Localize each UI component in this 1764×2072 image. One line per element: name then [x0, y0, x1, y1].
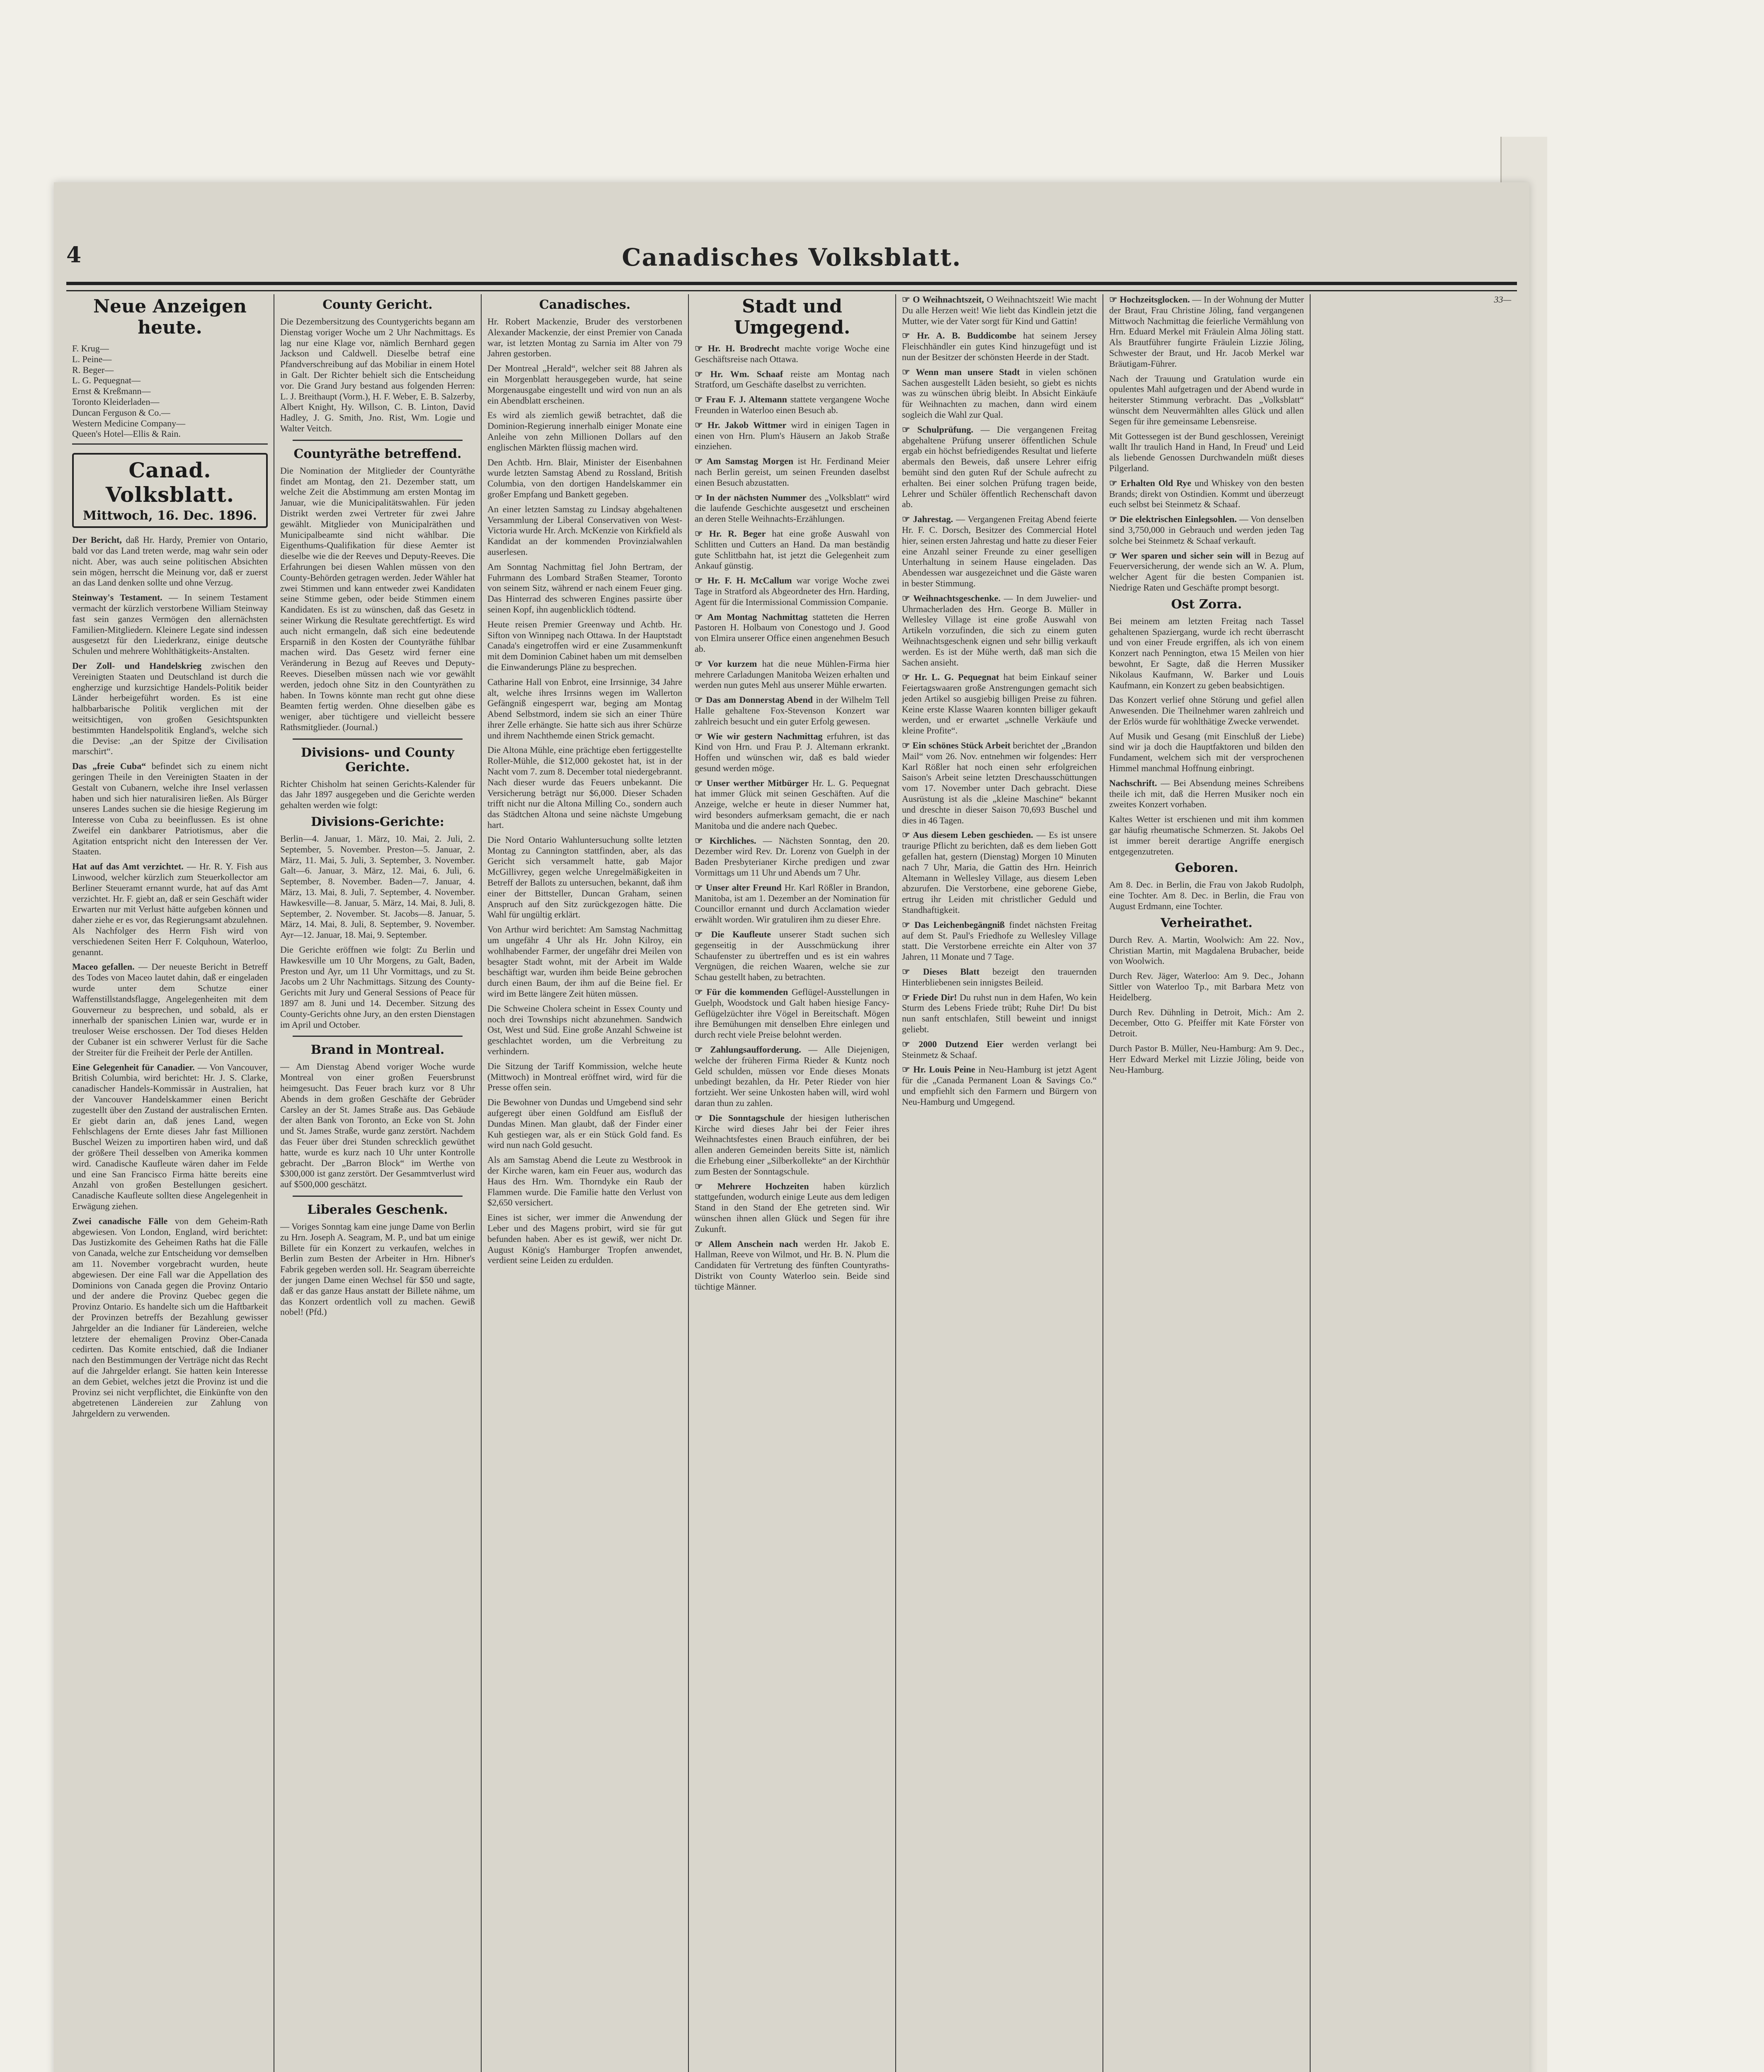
article-paragraph [487, 835, 682, 920]
article-text: Der Montreal „Herald“, welcher seit 88 Jahren als ein Morgenblatt herausgegeben wurde, hat seine Morgenausgabe eingestellt und wird von nun an als ein Abendblatt erscheinen. [487, 363, 682, 406]
divider-rule [293, 1036, 463, 1037]
bottom-number: 33— [1494, 294, 1511, 305]
article-paragraph [902, 424, 1097, 510]
article-kicker: ☞ Hr. R. Beger [695, 528, 766, 539]
article-kicker: ☞ Schulprüfung. [902, 424, 974, 435]
article-kicker: ☞ Die Sonntagschule [695, 1112, 785, 1123]
article-text: Als am Samstag Abend die Leute zu Westbrook in der Kirche waren, kam ein Feuer aus, wodurch das Haus des Hrn. Wm. Thorndyke ein Raub der Flammen wurde. Die Familie hatte den Verlust von $2,650 versichert. [487, 1155, 682, 1208]
article-text: werden verlangt bei Steinmetz & Schaaf. [902, 1038, 1097, 1060]
column-5 [895, 294, 1102, 2072]
article-kicker: ☞ Jahrestag. [902, 514, 953, 525]
article-paragraph [487, 457, 682, 500]
column-4 [688, 294, 895, 2072]
article-text: — In seinem Testament vermacht der kürzlich verstorbene William Steinway fast sein ganzes Vermögen den allernächsten Familien-Mitgliedern. Kleinere Legate sind indessen ausgesetzt für den Liederkranz, einige deutsche Schulen und mehrere Wohlthätigkeits-Anstalten. [72, 592, 268, 656]
article-text: Durch Rev. Dühnling in Detroit, Mich.: Am 2. December, Otto G. Pfeiffer mit Kate Förster von Detroit. [1109, 1007, 1304, 1039]
section-heading: Neue Anzeigen heute. [93, 296, 247, 338]
article-paragraph [280, 833, 475, 940]
article-paragraph [902, 1039, 1097, 1060]
article-paragraph [695, 369, 889, 390]
article-paragraph [695, 882, 889, 925]
article-kicker: Maceo gefallen. [72, 961, 135, 972]
columns [66, 294, 1517, 2072]
section-heading: Ost Zorra. [1171, 597, 1242, 612]
column-3 [481, 294, 688, 2072]
article-text: bezeigt den trauernden Hinterbliebenen sein innigstes Beileid. [902, 966, 1097, 988]
section-heading: Canadisches. [539, 298, 631, 312]
article-text: wird in einigen Tagen in einen von Hrn. Plum's Häusern an Jakob Straße einziehen. [695, 419, 890, 452]
article-kicker: ☞ Mehrere Hochzeiten [695, 1181, 809, 1191]
article-kicker: ☞ Wie wir gestern Nachmittag [695, 731, 823, 741]
article-kicker: ☞ Unser alter Freund [695, 882, 782, 893]
ad-list-item: Duncan Ferguson & Co.— [72, 407, 170, 418]
article-text: Heute reisen Premier Greenway und Achtb. Hr. Sifton von Winnipeg nach Ottawa. In der Hauptstadt Canada's eingetroffen wird er eine Zusammenkunft mit dem Dominion Cabinet haben um mit demselben die Einwanderungs Pläne zu besprechen. [487, 619, 682, 672]
article-kicker: Eine Gelegenheit für Canadier. [72, 1062, 195, 1072]
article-text: war vorige Woche zwei Tage in Stratford als Abgeordneter des Hrn. Harding, Agent für die Intermissional Commission Companie. [695, 575, 889, 607]
column-1 [66, 294, 274, 2072]
article-paragraph [902, 740, 1097, 825]
article-paragraph [695, 929, 889, 983]
article-text: Am 8. Dec. in Berlin, die Frau von Jakob Rudolph, eine Tochter. Am 8. Dec. in Berlin, die Frau von August Erdmann, eine Tochter. [1109, 879, 1304, 912]
section-heading: County Gericht. [322, 298, 433, 312]
article-paragraph [695, 456, 889, 488]
article-paragraph [487, 1061, 682, 1093]
article-kicker: Der Zoll- und Handelskrieg [72, 660, 202, 671]
article-paragraph [902, 367, 1097, 420]
article-paragraph [72, 761, 268, 857]
article-text: Auf Musik und Gesang (mit Einschluß der Liebe) sind wir ja doch die Hauptfaktoren und bilden den Fundament, welchem sich mit der versprochenen Himmel manchmal Hoffnung einbringt. [1109, 731, 1304, 774]
article-kicker: Das „freie Cuba“ [72, 761, 146, 772]
ad-list-item: L. Peine— [72, 353, 112, 364]
article-kicker: ☞ Für die kommenden [695, 987, 788, 997]
article-paragraph [487, 924, 682, 999]
article-text: Hr. Robert Mackenzie, Bruder des verstorbenen Alexander Mackenzie, der einst Premier von Canada war, ist letzten Montag zu Sarnia im Alter von 79 Jahren gestorben. [487, 316, 682, 359]
article-text: — In der Wohnung der Mutter der Braut, Frau Christine Jöling, fand vergangenen Mittwoch Nachmittag die feierliche Vermählung von Hrn. Eduard Merkel mit Fräulein Alma Jöling statt. Als Brautführer fungirte Fräulein Lizzie Jöling, Schwester der Braut, und Hr. Jacob Merkel war Bräutigam-Führer. [1109, 294, 1304, 369]
article-paragraph [695, 394, 889, 416]
article-paragraph [487, 363, 682, 406]
article-paragraph [1109, 431, 1304, 474]
article-text: — Der neueste Bericht in Betreff des Todes von Maceo lautet dahin, daß er eingeladen wurde unter dem Schutze einer Waffenstillstandsflagge, Angelegenheiten mit dem Gouverneur zu besprechen, und sobald, als er innerhalb der spanischen Linien war, wurde er in treuloser Weise erschossen. Der Tod dieses Helden der Cubaner ist ein schwerer Verlust für die Sache der Streiter für die Freiheit der Perle der Antillen. [72, 961, 268, 1058]
article-kicker: ☞ Friede Dir! [902, 992, 957, 1002]
article-paragraph [695, 575, 889, 607]
article-text: Die Schweine Cholera scheint in Essex County und noch drei Townships nicht abzunehmen. Sandwich Ost, West und Süd. Eine große Anzahl Schweine ist geschlachtet worden, um die Verbreitung zu verhindern. [487, 1003, 682, 1056]
article-paragraph [902, 672, 1097, 736]
article-text: reiste am Montag nach Stratford, um Geschäfte daselbst zu verrichten. [695, 368, 889, 390]
article-kicker: ☞ Dieses Blatt [902, 966, 980, 977]
issue-date: Mittwoch, 16. Dec. 1896. [83, 508, 257, 523]
article-paragraph [1109, 778, 1304, 810]
article-paragraph [902, 1064, 1097, 1107]
article-paragraph [902, 593, 1097, 668]
article-text: unserer Stadt suchen sich gegenseitig in der Ausschmückung ihrer Schaufenster zu übertreffen und es ist ein wahres Vergnügen, die reichen Waaren, welche sie zur Schau gestellt haben, zu betrachten. [695, 929, 889, 983]
article-text: Am Sonntag Nachmittag fiel John Bertram, der Fuhrmann des Lombard Straßen Steamer, Toronto von seinem Sitz, während er nach einem Feuer ging. Das Hinterrad des schweren Engines passirte über seinen Kopf, ihn augenblicklich tödtend. [487, 561, 682, 615]
article-text: — Am Dienstag Abend voriger Woche wurde Montreal von einer großen Feuersbrunst heimgesucht. Das Feuer brach kurz vor 8 Uhr Abends in dem großen Geschäfte der Gebrüder Carsley an der St. James Straße aus. Das Gebäude der alten Bank von Toronto, an Ecke von St. John und St. James Straße, wurde ganz zerstört. Nachdem das Feuer über drei Stunden schrecklich gewüthet hatte, wurde es kurz nach 10 Uhr unter Kontrolle gebracht. Der „Barron Block“ im Werthe von $300,000 ist ganz zerstört. Der Gesammtverlust wird auf $500,000 geschätzt. [280, 1061, 475, 1190]
article-text: von dem Geheim-Rath abgewiesen. Von London, England, wird berichtet: Das Justizkomite des Geheimen Raths hat die Fälle von Canada, welche zur Entscheidung vor demselben am 11. November vorgebracht wurden, heute abgewiesen. Der eine Fall war die Appellation des Dominions von Canada gegen die Provinz Ontario und der andere die Provinz Quebec gegen die Provinz Ontario. Es handelte sich um die Haftbarkeit der Provinzen betreffs der Bezahlung gewisser Jahrgelder an die Indianer für Ländereien, welche letztere der ehemaligen Provinz Ober-Canada cedirten. Das Komite entschied, daß die Indianer nach den Bestimmungen der Verträge nicht das Recht auf die Jahrgelder erlangt. Sie hatten kein Interesse an dem Gebiet, welches jetzt die Provinz ist und die Provinz sei nicht verpflichtet, die Einkünfte von den abgetretenen Ländereien zur Zahlung von Jahrgeldern zu verwenden. [72, 1215, 268, 1419]
masthead-rule [66, 282, 1517, 291]
article-paragraph [695, 1181, 889, 1234]
article-paragraph [902, 920, 1097, 962]
article-text: — Von denselben sind 3,750,000 in Gebrauch und werden jeden Tag solche bei Steinmetz & Schaaf verkauft. [1109, 514, 1304, 546]
article-kicker: ☞ Frau F. J. Altemann [695, 394, 787, 405]
article-paragraph [902, 294, 1097, 326]
article-text: in Neu-Hamburg ist jetzt Agent für die „Canada Permanent Loan & Savings Co.“ und empfiehlt sich den Farmern und Bürgern von Neu-Hamburg und Umgegend. [902, 1064, 1097, 1107]
article-paragraph [487, 677, 682, 741]
article-paragraph [902, 830, 1097, 915]
article-paragraph [487, 1097, 682, 1150]
article-paragraph [695, 612, 889, 654]
article-paragraph [280, 1061, 475, 1190]
article-kicker: ☞ O Weihnachtszeit, [902, 294, 984, 305]
column-7 [1310, 294, 1517, 2072]
article-text: Hr. Karl Rößler in Brandon, Manitoba, ist am 1. Dezember an der Nomination für Councillor ernannt und durch Acclamation wieder erwählt worden. Wir gratuliren ihm zu dieser Ehre. [695, 882, 889, 925]
article-text: Die Bewohner von Dundas und Umgebend sind sehr aufgeregt über einen Goldfund am Eisfluß der Dundas Minen. Man glaubt, daß der Finder einer Kuh gestiegen war, als er ein Stück Gold fand. Es wird nun nach Gold gesucht. [487, 1097, 682, 1150]
article-text: — Die vergangenen Freitag abgehaltene Prüfung unserer öffentlichen Schule ergab ein höchst befriedigendes Resultat und lieferte abermals den Beweis, daß unsere Lehrer eifrig bemüht sind den guten Ruf der Schule aufrecht zu erhalten. Bei einer solchen Prüfung tragen beide, Lehrer und Schüler öffentlich Rechenschaft davon ab. [902, 424, 1097, 510]
article-text: findet nächsten Freitag auf dem St. Paul's Friedhofe zu Wellesley Village statt. Die Verstorbene erreichte ein Alter von 37 Jahren, 11 Monate und 7 Tage. [902, 919, 1097, 962]
divider-rule [293, 738, 463, 740]
article-text: — Es ist unsere traurige Pflicht zu berichten, daß es dem lieben Gott gefallen hat, gestern (Dienstag) Morgen 10 Minuten nach 7 Uhr, Maria, die Gattin des Hrn. Heinrich Altemann in Wellesley Village, aus diesem Leben abzurufen. Die Verstorbene, eine geborene Giebe, ertrug ihr Leiden mit christlicher Geduld und Standhaftigkeit. [902, 830, 1097, 915]
article-kicker: ☞ Allem Anschein nach [695, 1238, 798, 1249]
article-kicker: Steinway's Testament. [72, 592, 162, 603]
ad-list-item: R. Beger— [72, 364, 114, 375]
article-text: Geflügel-Ausstellungen in Guelph, Woodstock und Galt haben hiesige Fancy-Geflügelzüchter ihre Vögel in Bereitschaft. Mögen ihre Bemühungen mit denselben Ehre einlegen und durch recht viele Preise belohnt werden. [695, 987, 890, 1040]
article-text: hat beim Einkauf seiner Feiertagswaaren große Anstrengungen gemacht sich jeden Artikel so ausgiebig billigen Preise zu führen. Keine erste Klasse Waaren konnten billiger gekauft werden, und er erwartet „schnelle Verkäufe und kleine Profite“. [902, 672, 1097, 736]
article-paragraph [1109, 294, 1304, 369]
article-text: — Bei Absendung meines Schreibens theile ich mit, daß die Herren Musiker noch ein zweites Konzert vorhaben. [1109, 777, 1304, 810]
article-paragraph [487, 316, 682, 359]
article-kicker: ☞ Weihnachtsgeschenke. [902, 593, 1001, 603]
ad-list-item: Western Medicine Company— [72, 418, 186, 428]
article-text: Die Dezembersitzung des Countygerichts begann am Dienstag voriger Woche um 2 Uhr Nachmittags. Es lag nur eine Klage vor, nämlich Bernhard gegen Jackson und Caldwell. Dieselbe betraf eine Pfandverschreibung auf das Mobiliar in einem Hotel in Galt. Der Richter behielt sich die Entscheidung vor. Die Grand Jury bestand aus folgenden Herren: L. J. Breithaupt (Vorm.), H. F. Weber, E. B. Salzerby, Albert Knight, Hy. Willson, C. B. Linton, David Hadley, J. G. Smith, Jno. Rist, Wm. Logie und Walter Veitch. [280, 316, 475, 433]
article-text: machte vorige Woche eine Geschäftsreise nach Ottawa. [695, 343, 890, 364]
article-text: statteten die Herren Pastoren H. Holbaum von Conestogo und J. Good von Elmira unserer Office einen angenehmen Besuch ab. [695, 611, 890, 654]
article-kicker: ☞ Hr. Jakob Wittmer [695, 419, 787, 430]
article-paragraph [695, 1044, 889, 1109]
article-text: in Bezug auf Feuerversicherung, der wende sich an W. A. Plum, welcher Agent für die besten Companien ist. Niedrige Raten und Geschäfte prompt besorgt. [1109, 550, 1304, 593]
article-paragraph [72, 661, 268, 757]
article-paragraph [695, 778, 889, 831]
article-paragraph [487, 410, 682, 453]
article-paragraph [1109, 514, 1304, 546]
article-kicker: ☞ Wer sparen und sicher sein will [1109, 550, 1250, 561]
article-paragraph [695, 343, 889, 365]
article-text: An einer letzten Samstag zu Lindsay abgehaltenen Versammlung der Liberal Conservativen von West-Victoria wurde Hr. Arch. McKenzie von Kirkfield als Kandidat an der kommenden Provinzialwahlen auserlesen. [487, 503, 682, 557]
article-kicker: ☞ Hr. H. Brodrecht [695, 343, 780, 353]
ad-list-item: L. G. Pequegnat— [72, 375, 141, 386]
article-paragraph [487, 1212, 682, 1266]
article-paragraph [487, 562, 682, 615]
article-paragraph [695, 987, 889, 1040]
article-paragraph [902, 514, 1097, 589]
article-text: Hr. L. G. Pequegnat hat immer Glück mit seinen Geschäften. Auf die Anzeige, welche er heute in dieser Nummer hat, wird besonders aufmerksam gemacht, die er nach Manitoba und die andere nach Quebec. [695, 777, 889, 831]
article-text: — Voriges Sonntag kam eine junge Dame von Berlin zu Hrn. Joseph A. Seagram, M. P., und bat um einige Billete für ein Konzert zu verkaufen, welches in Berlin zum Besten der Arbeiter in Hrn. Hibner's Fabrik gegeben werden soll. Hr. Seagram überreichte der jungen Dame einen Wechsel für $50 und sagte, daß er das ganze Haus anstatt der Billete nähme, um das Konzert ordentlich voll zu machen. Gewiß nobel! (Pfd.) [280, 1221, 475, 1317]
newspaper-page [54, 182, 1529, 2072]
article-text: O Weihnachtszeit! Wie macht Du alle Herzen weit! Wie liebt das Kindlein jetzt die Mutter, wie der Vater sorgt für Kind und Gattin! [902, 294, 1097, 326]
article-text: Es wird als ziemlich gewiß betrachtet, daß die Dominion-Regierung innerhalb einiger Monate eine Anleihe von zehn Millionen Dollars auf den englischen Märkten flüssig machen wird. [487, 410, 682, 453]
article-text: — Nächsten Sonntag, den 20. Dezember wird Rev. Dr. Lorenz von Guelph in der Baden Presbyterianer Kirche predigen und zwar Vormittags um 11 Uhr und Abends um 7 Uhr. [695, 835, 889, 878]
article-text: Bei meinem am letzten Freitag nach Tassel gehaltenen Spaziergang, wurde ich recht überrascht und von einer Freude ergriffen, als ich von einem Konzert nach Pennington, etwa 15 Meilen von hier bewohnt, Er Sagte, daß die Herren Mussiker Nikolaus Kaufmann, W. Barker und Louis Kaufmann, ein Konzert zu geben beabsichtigen. [1109, 615, 1304, 690]
article-text: Durch Rev. Jäger, Waterloo: Am 9. Dec., Johann Sittler von Waterloo Tp., mit Barbara Metz von Heidelberg. [1109, 971, 1304, 1002]
article-text: Durch Pastor B. Müller, Neu-Hamburg: Am 9. Dec., Herr Edward Merkel mit Lizzie Jöling, beide von Neu-Hamburg. [1109, 1043, 1304, 1075]
article-kicker: Nachschrift. [1109, 777, 1157, 788]
article-paragraph [280, 1221, 475, 1317]
article-text: Durch Rev. A. Martin, Woolwich: Am 22. Nov., Christian Martin, mit Magdalena Brubacher, beide von Woolwich. [1109, 934, 1304, 966]
article-kicker: ☞ Die Kaufleute [695, 929, 771, 940]
article-paragraph [1109, 971, 1304, 1002]
article-paragraph [72, 1216, 268, 1419]
article-kicker: ☞ Am Samstag Morgen [695, 456, 794, 467]
article-paragraph [72, 592, 268, 656]
article-paragraph [695, 1239, 889, 1292]
article-text: Eines ist sicher, wer immer die Anwendung der Leber und des Magens probirt, wird sie für gut befunden haben. Aber es ist gewiß, wer nicht Dr. August König's Hamburger Tropfen anwendet, verdient seine Leiden zu erdulden. [487, 1212, 682, 1266]
article-kicker: Hat auf das Amt verzichtet. [72, 861, 184, 872]
ad-list-item: Toronto Kleiderladen— [72, 396, 160, 407]
article-text: erfuhren, ist das Kind von Hrn. und Frau P. J. Altemann erkrankt. Hoffen und wünschen wir, daß es bald wieder gesund werden möge. [695, 731, 889, 773]
page-number: 4 [66, 242, 82, 268]
article-paragraph [902, 992, 1097, 1035]
article-text: Von Arthur wird berichtet: Am Samstag Nachmittag um ungefähr 4 Uhr als Hr. John Kilroy, ein wohlhabender Farmer, der ungefähr drei Meilen von besagter Stadt wohnt, mit der Arbeit im Walde beschäftigt war, wurden ihm beide Beine gebrochen durch einen Baum, der ihm auf die Beine fiel. Er wird im Bette längere Zeit hüten müssen. [487, 924, 682, 999]
article-text: in vielen schönen Sachen ausgestellt Läden besieht, so giebt es nichts was zu wünschen übrig bleibt. In Absicht Einkäufe für Weihnachten zu machen, dann wird einem sogleich die Wahl zur Qual. [902, 366, 1097, 420]
article-text: — Alle Diejenigen, welche der früheren Firma Rieder & Kuntz noch Geld schulden, müssen vor Ende dieses Monats unbedingt bezahlen, da Hr. Peter Rieder von hier fortzieht. Wer seine Unkosten haben will, wird wohl daran thun zu zahlen. [695, 1044, 890, 1108]
article-kicker: ☞ Das am Donnerstag Abend [695, 695, 813, 705]
article-paragraph [280, 465, 475, 733]
article-text: haben kürzlich stattgefunden, wodurch einige Leute aus dem ledigen Stand in den Stand der Ehe getreten sind. Wir wünschen ihnen allen Glück und Segen für ihre Zukunft. [695, 1181, 889, 1234]
article-kicker: ☞ 2000 Dutzend Eier [902, 1038, 1003, 1049]
article-paragraph [695, 695, 889, 726]
divider-rule [293, 440, 463, 441]
column-2 [274, 294, 481, 2072]
article-text: Das Konzert verlief ohne Störung und gefiel allen Anwesenden. Die Theilnehmer waren zahlreich und der Erlös wurde für wohlthätige Zwecke verwendet. [1109, 695, 1304, 726]
article-paragraph [695, 1113, 889, 1177]
article-text: stattete vergangene Woche Freunden in Waterloo einen Besuch ab. [695, 394, 889, 415]
article-paragraph [280, 316, 475, 434]
article-text: — Vergangenen Freitag Abend feierte Hr. F. C. Dorsch, Besitzer des Commercial Hotel hier, seinen ersten Jahrestag und hatte zu dieser Feier eine Anzahl seiner Freunde zu einer geselligen Unterhaltung in seinem Hause eingeladen. Das Abendessen war ausgezeichnet und die Gäste waren in bester Stimmung. [902, 514, 1097, 588]
article-paragraph [695, 420, 889, 452]
article-paragraph [487, 619, 682, 673]
article-kicker: Der Bericht, [72, 535, 122, 545]
article-paragraph [280, 944, 475, 1030]
article-paragraph [1109, 814, 1304, 857]
article-kicker: ☞ In der nächsten Nummer [695, 492, 807, 503]
article-text: Die Nomination der Mitglieder der Countyräthe findet am Montag, den 21. Dezember statt, um welche Zeit die Abstimmung am ersten Montag im Januar, wie die Municipalitätswahlen. Für jeden Distrikt werden zwei Vertreter für zwei Jahre gewählt. Mitglieder von Municipalräthen und Municipalbeamte sind nicht wählbar. Die Eigenthums-Qualifikation für diese Aemter ist dieselbe wie die der Reeves und Deputy-Reeves. Die Erfahrungen bei diesen Wahlen müssen von den County-Behörden getragen werden. Jeder Wähler hat zwei Stimmen und kann entweder zwei Kandidaten seine Stimme geben, oder beide Stimmen einem Kandidaten. Es ist zu wünschen, daß das Gesetz in seiner Wirkung die Resultate gerechtfertigt. Es wird auch nicht ermangeln, daß sich eine bedeutende Ersparniß in den Kosten der Countyräthe fühlbar machen wird. Das Gesetz wird ferner eine Veränderung in Bezug auf Reeves und Deputy-Reeves. Dieselben müssen nach wie vor gewählt werden, jedoch ohne Sitz in den Countyräthen zu haben. In Towns könnte man recht gut ohne diese Beamten fertig werden. Ohne dieselben gäbe es weniger, aber tüchtigere und vielleicht bessere Rathsmitglieder. (Journal.) [280, 465, 475, 732]
article-text: ist Hr. Ferdinand Meier nach Berlin gereist, um seinen Freunden daselbst einen Besuch abzustatten. [695, 456, 889, 488]
article-paragraph [487, 745, 682, 830]
article-text: — Von Vancouver, British Columbia, wird berichtet: Hr. J. S. Clarke, canadischer Handels-Kommissär in Australien, hat der Vancouver Handelskammer einen Bericht zugestellt über den Zustand der australischen Ernten. Er giebt darin an, daß jenes Land, wegen Fehlschlagens der Ernte dieses Jahr fast Millionen Buschel Weizen zu importiren haben wird, und daß der größere Theil desselben von Amerika kommen wird. Canadische Kaufleute wären daher im Felde und eine San Francisco Firma hätte bereits eine Anzahl von großen Bestellungen gesichert. Canadische Kaufleute sollten diese Angelegenheit in Erwägung ziehen. [72, 1062, 268, 1211]
article-paragraph [1109, 550, 1304, 593]
article-kicker: ☞ Hochzeitsglocken. [1109, 294, 1190, 305]
paper-title: Canadisches Volksblatt. [622, 243, 962, 271]
article-text: Mit Gottessegen ist der Bund geschlossen, Vereinigt wallt Ihr traulich Hand in Hand, In Freud' und Leid als liebende Genossen Durchwandeln müßt dieses Pilgerland. [1109, 431, 1304, 473]
article-kicker: ☞ Kirchliches. [695, 835, 756, 846]
article-paragraph [280, 779, 475, 811]
article-text: des „Volksblatt“ wird die laufende Geschichte ausgesetzt und erscheinen an deren Stelle Weihnachts-Erzählungen. [695, 492, 889, 524]
ad-list [72, 343, 268, 445]
article-paragraph [1109, 695, 1304, 726]
article-kicker: ☞ Hr. Wm. Schaaf [695, 368, 783, 379]
article-paragraph [1109, 616, 1304, 691]
article-text: Die Gerichte eröffnen wie folgt: Zu Berlin und Hawkesville um 10 Uhr Morgens, zu Galt, Baden, Preston und Ayr, um 11 Uhr Vormittags, und zu St. Jacobs um 2 Uhr Nachmittags. Sitzung des County-Gerichts mit Jury und General Sessions of Peace für 1897 am 8. Juni und 14. December. Sitzung des County-Gerichts ohne Jury, an den ersten Dienstagen im April und October. [280, 944, 475, 1030]
article-text: daß Hr. Hardy, Premier von Ontario, bald vor das Land treten werde, mag wahr sein oder nicht. Aber, was auch seine politischen Absichten sein mögen, herrscht die Meinung vor, daß er zuerst an das Land denken sollte und ohne Verzug. [72, 535, 268, 588]
nameplate-title: Canad. Volksblatt. [105, 458, 235, 507]
article-kicker: Zwei canadische Fälle [72, 1215, 168, 1226]
article-text: Catharine Hall von Enbrot, eine Irrsinnige, 34 Jahre alt, welche ihres Irrsinns wegen im Wallerton Gefängniß eingesperrt war, beging am Montag Abend Selbstmord, indem sie sich an einer Thüre ihrer Zelle erhängte. Sie hatte sich aus ihrer Schürze und ihrem Nachthemde einen Strick gemacht. [487, 676, 682, 741]
article-paragraph [487, 504, 682, 557]
article-paragraph [1109, 478, 1304, 510]
article-text: hat die neue Mühlen-Firma hier mehrere Carladungen Manitoba Weizen erhalten und werden nun gutes Mehl aus unserer Mühle erwarten. [695, 658, 889, 690]
article-kicker: ☞ Die elektrischen Einlegsohlen. [1109, 514, 1237, 525]
article-text: und Whiskey von den besten Brands; direkt von Ostindien. Kommt und überzeugt euch selbst bei Steinmetz & Schaaf. [1109, 477, 1304, 510]
section-heading: Geboren. [1175, 861, 1238, 876]
article-kicker: ☞ Hr. F. H. McCallum [695, 575, 792, 586]
article-text: zwischen den Vereinigten Staaten und Deutschland ist durch die engherzige und kurzsichtige Handels-Politik beider Länder herbeigeführt worden. Es ist eine halbbarbarische Politik verglichen mit der weitsichtigen, von großen Gesichtspunkten bestimmten Handelspolitik England's, welche sich die Devise: „an der Spitze der Civilisation marschirt“. [72, 660, 268, 757]
article-kicker: ☞ Das Leichenbegängniß [902, 919, 1005, 930]
article-paragraph [902, 966, 1097, 988]
article-text: hat seinem Jersey Fleischhändler ein gutes Kind hinzugefügt und ist nun der Besitzer der schönsten Heerde in der Stadt. [902, 330, 1097, 362]
article-text: der hiesigen lutherischen Kirche wird dieses Jahr bei der Feier ihres Weihnachtsfestes einen Brauch einführen, der bei allen anderen Gemeinden bereits Sitte ist, nämlich die Erhebung einer „Silberkollekte“ an der Kirchthür zum Besten der Sonntagschule. [695, 1112, 889, 1176]
article-text: — In dem Juwelier- und Uhrmacherladen des Hrn. George B. Müller in Wellesley Village ist eine große Auswahl von Artikeln vorzufinden, die sich zu einem guten Weihnachtsgeschenk eignen und sehr billig verkauft werden. Es ist der Mühe werth, daß man sich die Sachen ansieht. [902, 593, 1097, 668]
article-paragraph [1109, 373, 1304, 427]
article-paragraph [72, 535, 268, 588]
section-heading: Verheirathet. [1160, 915, 1253, 930]
article-paragraph [72, 1062, 268, 1212]
article-text: berichtet der „Brandon Mail“ vom 26. Nov. entnehmen wir folgendes: Herr Karl Rößler hat noch einen sehr erfolgreichen Saison's Arbeit seine letzten Dreschausschüttungen vom 17. November unter Dach gebracht. Diese Ausrüstung ist als die „kleine Maschine“ bekannt und dreschte in dieser Saison 70,693 Buschel und dies in 46 Tagen. [902, 740, 1097, 825]
article-paragraph [1109, 934, 1304, 966]
section-heading: Brand in Montreal. [310, 1043, 445, 1058]
masthead [66, 242, 1517, 278]
section-heading: Liberales Geschenk. [307, 1202, 448, 1217]
article-text: werden Hr. Jakob E. Hallman, Reeve von Wilmot, und Hr. B. N. Plum die Candidaten für Vertretung des fünften Countyraths-Distrikt von County Waterloo sein. Beide sind tüchtige Männer. [695, 1238, 890, 1292]
article-paragraph [1109, 879, 1304, 911]
article-text: befindet sich zu einem nicht geringen Theile in den Vereinigten Staaten in der Gestalt von Cubanern, welche ihre Insel verlassen haben und sich hier naturalisiren ließen. Als Bürger unseres Landes suchen sie die hiesige Regierung im Interesse von Cuba zu beeinflussen. Es ist ohne Zweifel ein dankbarer Patriotismus, aber die Agitation entspricht nicht den Interessen der Ver. Staaten. [72, 761, 268, 857]
section-heading: Stadt und Umgegend. [734, 296, 850, 338]
article-paragraph [487, 1003, 682, 1057]
article-text: Du ruhst nun in dem Hafen, Wo kein Sturm des Lebens Friede trübt; Ruhe Dir! Du bist nun sanft entschlafen, Still beweint und innigst geliebt. [902, 992, 1097, 1034]
article-paragraph [695, 731, 889, 774]
section-heading: Countyräthe betreffend. [293, 446, 462, 461]
divider-rule [293, 1196, 463, 1197]
article-paragraph [695, 658, 889, 690]
article-kicker: ☞ Ein schönes Stück Arbeit [902, 740, 1010, 751]
article-kicker: ☞ Am Montag Nachmittag [695, 611, 808, 622]
article-text: Berlin—4. Januar, 1. März, 10. Mai, 2. Juli, 2. September, 5. November. Preston—5. Januar, 2. März, 11. Mai, 5. Juli, 3. September, 3. November. Galt—6. Januar, 3. März, 12. Mai, 6. Juli, 6. September, 8. November. Baden—7. Januar, 4. März, 13. Mai, 8. Juli, 7. September, 4. November. Hawkesville—8. Januar, 5. März, 14. Mai, 8. Juli, 8. September, 2. November. St. Jacobs—8. Januar, 5. März, 14. Mai, 8. Juli, 8. September, 9. November. Ayr—12. Januar, 18. Mai, 9. September. [280, 833, 475, 940]
article-kicker: ☞ Unser werther Mitbürger [695, 777, 809, 788]
article-paragraph [487, 1155, 682, 1208]
article-kicker: ☞ Hr. L. G. Pequegnat [902, 672, 999, 683]
section-heading: Divisions- und County Gerichte. [301, 745, 454, 775]
column-6 [1102, 294, 1310, 2072]
article-paragraph [695, 528, 889, 571]
article-paragraph [1109, 1043, 1304, 1075]
article-text: Die Nord Ontario Wahluntersuchung sollte letzten Montag zu Cannington stattfinden, aber, als das Gericht sich versammelt hatte, gab Major McGillivrey, gegen welche Unregelmäßigkeiten in Betreff der Ballots zu untersuchen, bekannt, daß ihm einer der Bittsteller, Duncan Graham, seinen Anspruch auf den Sitz zurückgezogen hätte. Die Wahl für ungültig erklärt. [487, 834, 682, 920]
article-text: in der Wilhelm Tell Halle gehaltene Fox-Stevenson Konzert war zahlreich besucht und ein guter Erfolg gewesen. [695, 695, 890, 726]
article-paragraph [1109, 1007, 1304, 1039]
article-paragraph [72, 861, 268, 957]
article-text: — Hr. R. Y. Fish aus Linwood, welcher kürzlich zum Steuerkollector am Berliner Steueramt ernannt wurde, hat auf das Amt verzichtet. Hr. F. giebt an, daß er sein Geschäft wider Erwarten nur mit Verlust hätte aufgeben können und daher ziehe er es vor, das Regierungsamt abzulehnen. Als Nachfolger des Herrn Fish wird von verschiedenen Seiten Herr F. Colquhoun, Waterloo, genannt. [72, 861, 268, 957]
ad-list-item: Queen's Hotel—Ellis & Rain. [72, 428, 181, 439]
article-text: Den Achtb. Hrn. Blair, Minister der Eisenbahnen wurde letzten Samstag Abend zu Rossland, British Columbia, von den dortigen Handelskammer ein großer Empfang und Bankett gegeben. [487, 457, 682, 499]
article-kicker: ☞ Hr. A. B. Buddicombe [902, 330, 1016, 341]
article-kicker: ☞ Hr. Louis Peine [902, 1064, 975, 1075]
article-text: hat eine große Auswahl von Schlitten und Cutters an Hand. Da man beständig gute Schlittbahn hat, ist jetzt die Gelegenheit zum Ankauf günstig. [695, 528, 890, 571]
article-kicker: ☞ Zahlungsaufforderung. [695, 1044, 801, 1055]
nameplate [72, 453, 268, 528]
article-paragraph [695, 492, 889, 524]
article-kicker: ☞ Wenn man unsere Stadt [902, 366, 1020, 377]
article-paragraph [1109, 731, 1304, 774]
article-text: Die Sitzung der Tariff Kommission, welche heute (Mittwoch) in Montreal eröffnet wird, wird für die Presse offen sein. [487, 1060, 682, 1093]
ad-list-item: Ernst & Kreßmann— [72, 386, 151, 397]
article-kicker: ☞ Aus diesem Leben geschieden. [902, 830, 1033, 840]
article-paragraph [72, 961, 268, 1058]
article-kicker: ☞ Vor kurzem [695, 658, 757, 669]
article-text: Die Altona Mühle, eine prächtige eben fertiggestellte Roller-Mühle, die $12,000 gekostet hat, ist in der Nacht vom 7. zum 8. December total niedergebrannt. Nach dieser wurde das Feuers unbekannt. Die Versicherung beträgt nur $6,000. Dieser Schaden trifft nicht nur die Altona Milling Co., sondern auch das Städtchen Altona und seine nächste Umgebung hart. [487, 745, 682, 830]
article-text: Nach der Trauung und Gratulation wurde ein opulentes Mahl aufgetragen und der Abend wurde in heiterster Stimmung verbracht. Das „Volksblatt“ wünscht dem Neuvermählten alles Glück und allen Segen für ihre gemeinsame Lebensreise. [1109, 373, 1304, 426]
article-text: Kaltes Wetter ist erschienen und mit ihm kommen gar häufig rheumatische Schmerzen. St. Jakobs Oel ist immer bereit derartige Angriffe energisch entgegenzutreten. [1109, 814, 1304, 857]
ad-list-item: F. Krug— [72, 343, 109, 353]
article-kicker: ☞ Erhalten Old Rye [1109, 477, 1192, 488]
article-paragraph [695, 835, 889, 878]
section-heading: Divisions-Gerichte: [311, 815, 444, 830]
article-text: Richter Chisholm hat seinen Gerichts-Kalender für das Jahr 1897 ausgegeben und die Gerichte werden gehalten werden wie folgt: [280, 778, 475, 811]
article-paragraph [902, 330, 1097, 362]
